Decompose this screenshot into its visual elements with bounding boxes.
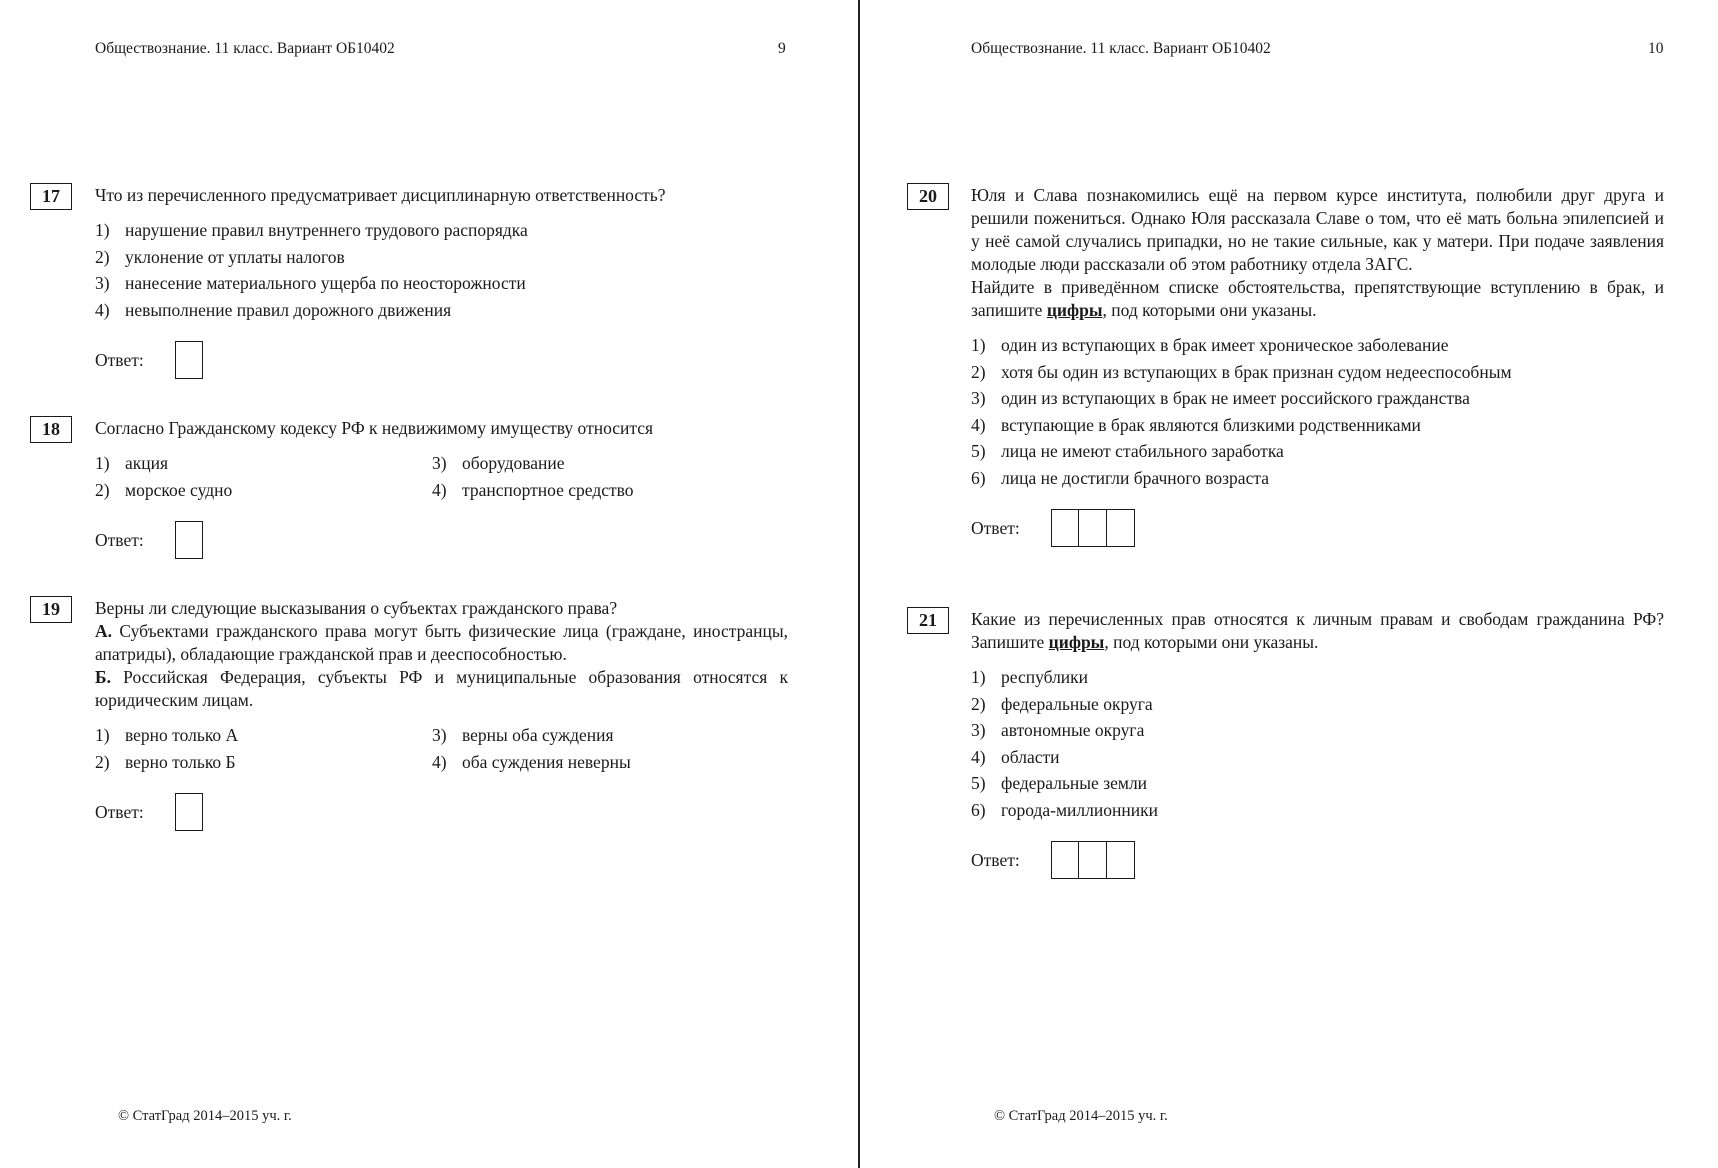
option[interactable]: 2) хотя бы один из вступающих в брак признан судом недееспособным [971, 361, 1512, 382]
question-stem: Юля и Слава познакомились ещё на первом курсе института, полюбили друг друга и решили пожениться. Однако Юля рассказала Славе о том, что её мать больна эпилепсией и у неё самой случались припадки, но не такие сильные, как у матери. При подаче заявления молодые люди рассказали об этом работнику отдела ЗАГС. [971, 185, 1664, 274]
answer-box[interactable] [175, 521, 203, 559]
answer-box[interactable] [1051, 841, 1079, 879]
option[interactable]: 6) города-миллионники [971, 799, 1158, 820]
header-title: Обществознание. 11 класс. Вариант ОБ10402 [95, 40, 395, 57]
page-number: 10 [1648, 40, 1664, 57]
question-number: 21 [907, 607, 949, 634]
question-instruction: Найдите в приведённом списке обстоятельства, препятствующие вступлению в брак, и запишите цифры, под которыми они указаны. [971, 277, 1664, 320]
answer-box[interactable] [1079, 509, 1107, 547]
answer-box[interactable] [1107, 509, 1135, 547]
option[interactable]: 2) федеральные округа [971, 693, 1153, 714]
question-number: 18 [30, 416, 72, 443]
option[interactable]: 1) нарушение правил внутреннего трудового распорядка [95, 220, 528, 240]
question-number: 17 [30, 183, 72, 210]
option[interactable]: 1) акция [95, 453, 169, 473]
answer-box[interactable] [175, 793, 203, 831]
option[interactable]: 2) уклонение от уплаты налогов [95, 246, 345, 267]
statement-a: А. Субъектами гражданского права могут быть физические лица (граждане, иностранцы, апатриды), обладающие гражданской прав и дееспособностью. [95, 621, 788, 664]
question-number: 19 [30, 596, 72, 623]
question-stem: Верны ли следующие высказывания о субъектах гражданского права? [95, 598, 618, 618]
answer-row [95, 791, 788, 833]
answer-box[interactable] [175, 341, 203, 379]
answer-row [971, 839, 1664, 881]
options-list [971, 332, 1664, 491]
options-list [95, 450, 788, 503]
options-list [95, 722, 788, 775]
question-body [971, 184, 1664, 549]
answer-label: Ответ: [971, 517, 1020, 538]
answer-label: Ответ: [95, 349, 144, 370]
option[interactable]: 2) верно только Б [95, 751, 236, 772]
left-page [0, 0, 858, 1168]
answer-row [971, 507, 1664, 549]
option[interactable]: 1) верно только А [95, 725, 239, 745]
option[interactable]: 4) транспортное средство [432, 479, 634, 500]
page-number: 9 [778, 40, 786, 57]
answer-box[interactable] [1107, 841, 1135, 879]
question-body [95, 597, 788, 833]
option[interactable]: 4) вступающие в брак являются близкими родственниками [971, 414, 1421, 435]
option[interactable]: 2) морское судно [95, 479, 233, 500]
option[interactable]: 4) оба суждения неверны [432, 751, 631, 772]
question-stem: Что из перечисленного предусматривает дисциплинарную ответственность? [95, 185, 666, 205]
options-list [971, 664, 1664, 823]
answer-label: Ответ: [971, 849, 1020, 870]
answer-box[interactable] [1079, 841, 1107, 879]
statement-b: Б. Российская Федерация, субъекты РФ и муниципальные образования относятся к юридическим лицам. [95, 667, 788, 710]
question-body [95, 417, 788, 561]
answer-row [95, 339, 788, 381]
option[interactable]: 3) автономные округа [971, 720, 1145, 740]
answer-box[interactable] [1051, 509, 1079, 547]
option[interactable]: 3) верны оба суждения [432, 725, 614, 745]
options-list [95, 217, 788, 323]
answer-label: Ответ: [95, 529, 144, 550]
question-number: 20 [907, 183, 949, 210]
footer-copyright: © СтатГрад 2014–2015 уч. г. [994, 1108, 1168, 1124]
question-body [95, 184, 788, 381]
option[interactable]: 3) оборудование [432, 453, 565, 473]
option[interactable]: 1) республики [971, 667, 1089, 687]
footer-copyright: © СтатГрад 2014–2015 уч. г. [118, 1108, 292, 1124]
header-title: Обществознание. 11 класс. Вариант ОБ10402 [971, 40, 1271, 57]
answer-label: Ответ: [95, 801, 144, 822]
question-stem: Согласно Гражданскому кодексу РФ к недвижимому имуществу относится [95, 418, 654, 438]
option[interactable]: 1) один из вступающих в брак имеет хроническое заболевание [971, 335, 1449, 355]
option[interactable]: 5) лица не имеют стабильного заработка [971, 441, 1284, 461]
option[interactable]: 5) федеральные земли [971, 773, 1148, 793]
option[interactable]: 6) лица не достигли брачного возраста [971, 467, 1269, 488]
option[interactable]: 3) нанесение материального ущерба по неосторожности [95, 273, 526, 293]
option[interactable]: 3) один из вступающих в брак не имеет российского гражданства [971, 388, 1470, 408]
question-body [971, 608, 1664, 881]
question-stem: Какие из перечисленных прав относятся к личным правам и свободам гражданина РФ? Запишите цифры, под которыми они указаны. [971, 609, 1664, 652]
right-page [860, 0, 1718, 1168]
answer-row [95, 519, 788, 561]
option[interactable]: 4) невыполнение правил дорожного движения [95, 299, 452, 320]
option[interactable]: 4) области [971, 746, 1060, 767]
